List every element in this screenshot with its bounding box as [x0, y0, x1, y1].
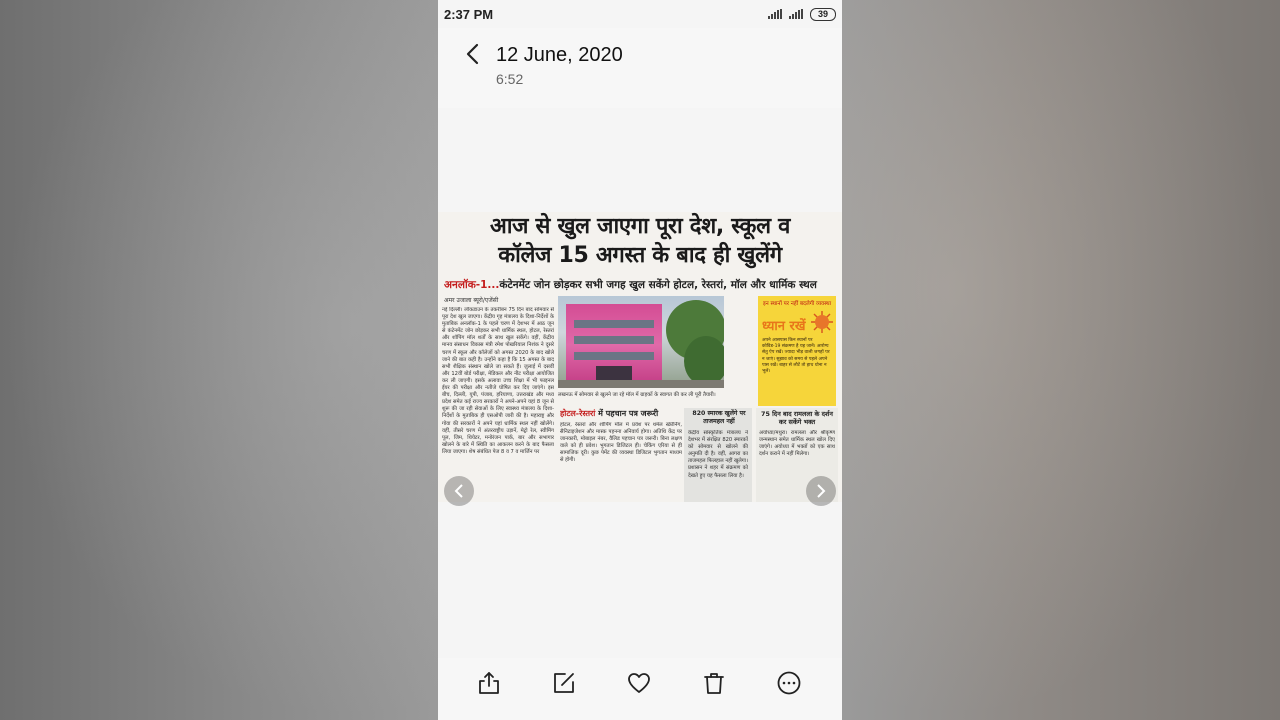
chevron-right-icon [806, 476, 836, 506]
virus-icon [810, 310, 834, 334]
signal-icon [768, 9, 784, 19]
article-column-2: होटल, रेस्तरां और शॉपिंग मॉल में प्रवेश पर थर्मल स्क्रीनिंग, सैनिटाइजेशन और मास्क पहनना अनिवार्य होगा। अतिथि केंद्र पर जानकारी, मोबाइल नंबर, वैलिड पहचान पत्र जरूरी। बिना लक्षण वाले को ही प्रवेश। भुगतान डिजिटल ही। चेकिंग एरिया से ही सामाजिक दूरी। कुछ पेमेंट की व्यवस्था डिजिटल भुगतान माध्यम से होगी। [560, 422, 682, 464]
more-button[interactable] [776, 670, 802, 696]
notice-box-text: अपने आसपास किन स्थानों पर कोविड-19 संक्रमण है यह जानें। आरोग्य सेतु ऐप रखें। ज्यादा भीड़ वाली जगहों पर न जाएं। सुझाव को समय से पहले अपने पास रखें। बाहर से लौटें तो हाथ धोना न भूलें। [762, 338, 830, 375]
heart-icon [626, 670, 652, 696]
back-button[interactable] [462, 42, 484, 66]
temple-heading: 75 दिन बाद रामलला के दर्शन कर सकेंगे भक्त [761, 410, 833, 426]
subline-text: कंटेनमेंट जोन छोड़कर सभी जगह खुल सकेंगे होटल, रेस्तरां, मॉल और धार्मिक स्थल [499, 279, 817, 291]
detail-header [438, 28, 842, 109]
byline: अमर उजाला ब्यूरो/एजेंसी [444, 297, 499, 304]
subline-red: अनलॉक-1... [444, 279, 500, 291]
notice-box-top: इन स्थानों पर नहीं बदलेगी व्यवस्था [762, 301, 832, 307]
notice-box [758, 296, 836, 406]
headline-line-1: आज से खुल जाएगा पूरा देश, स्कूल व [489, 214, 791, 239]
edit-button[interactable] [551, 670, 577, 696]
chevron-left-icon [462, 42, 484, 66]
blurred-background-left [0, 0, 438, 720]
phone-screen [438, 0, 842, 720]
article-column-1: नई दिल्ली। लॉकडाउन के तकरीबन 75 दिन बाद सोमवार से पूरा देश खुल जाएगा। केंद्रीय गृह मंत्रालय के दिशा-निर्देशों के मुताबिक अनलॉक-1 के पहले चरण में देशभर में आठ जून से कंटेनमेंट जोन छोड़कर सभी धार्मिक स्थल, होटल, रेस्तरां और शॉपिंग मॉल शर्तों के साथ खुल सकेंगे। वहीं, केंद्रीय मानव संसाधन विकास मंत्री रमेश पोखरियाल निशंक ने दूसरे चरण में स्कूल और कॉलेजों को अगस्त 2020 के बाद खोले जाने की बात कही है। उन्होंने कहा है कि 15 अगस्त के बाद सभी शैक्षिक संस्थान खोले जा सकते हैं। जुलाई में दसवीं और 12वीं बोर्ड परीक्षा, मेडिकल और नीट परीक्षा आयोजित कर ली जाएगी। इसके अलावा उच्च शिक्षा में भी फाइनल ईयर की परीक्षा और नतीजे घोषित कर दिए जाएंगे। इस बीच, दिल्ली, यूपी, पंजाब, हरियाणा, उत्तराखंड और मध्य प्रदेश समेत कई राज्य सरकारों ने अपने-अपने यहां 8 जून से शुरू की जा रही सेवाओं के लिए स्वास्थ्य मंत्रालय के दिशा-निर्देशों के मुताबिक ही एसओपी जारी की है। महाराष्ट्र और गोवा की सरकारों ने अपने यहां धार्मिक स्थल नहीं खोलेंगे। वहीं, तीसरे चरण में अंतरराष्ट्रीय उड़ानें, मेट्रो रेल, स्वीमिंग पूल, जिम, थियेटर, मनोरंजन पार्क, बार और सभागार खोलने के बारे में स्थिति का आकलन करने के बाद फैसला लिया जाएगा। शेष संबंधित पेज 8 व 7 व मार्जिन पर [442, 307, 554, 455]
monument-heading: 820 स्मारक खुलेंगे पर ताजमहल नहीं [692, 410, 746, 425]
hotel-heading-rest: में पहचान पत्र जरूरी [595, 409, 659, 418]
monument-box [684, 408, 752, 502]
delete-button[interactable] [701, 670, 727, 696]
signal-icon-2 [789, 9, 805, 19]
clipping-subheadline [444, 278, 838, 292]
hotel-section-heading [560, 408, 690, 419]
mall-photo [558, 296, 724, 388]
building-shape [566, 304, 662, 386]
edit-icon [551, 670, 577, 696]
blurred-background-right [842, 0, 1280, 720]
article-column-4: अयोध्या/मथुरा। रामलला और श्रीकृष्ण जन्मस्थान समेत धार्मिक स्थल खोल दिए जाएंगे। अयोध्या में भक्तों को एक साथ दर्शन कराने में नहीं मिलेगा। [759, 430, 835, 458]
status-bar [438, 0, 842, 28]
chevron-left-icon [444, 476, 474, 506]
photo-date-title: 12 June, 2020 [496, 44, 623, 66]
notice-box-title: ध्यान रखें [762, 319, 806, 334]
hotel-heading-red: होटल-रेस्तरां [560, 409, 596, 418]
previous-image-button[interactable] [444, 476, 474, 506]
article-column-3: केंद्रीय सांस्कृतिक मंत्रालय ने देशभर में संरक्षित 820 स्मारकों को सोमवार से खोलने की अनुमति दी है। वहीं, आगरा का ताजमहल फिलहाल नहीं खुलेगा। प्रशासन ने शहर में संक्रमण को देखते हुए यह फैसला लिया है। [688, 430, 748, 479]
favorite-button[interactable] [626, 670, 652, 696]
share-button[interactable] [476, 670, 502, 696]
more-icon [776, 670, 802, 696]
headline-line-2: कॉलेज 15 अगस्त के बाद ही खुलेंगे [498, 243, 782, 268]
status-time: 2:37 PM [444, 7, 494, 22]
share-icon [476, 670, 502, 696]
clipping-headline [438, 212, 842, 270]
photo-time: 6:52 [496, 71, 524, 87]
newspaper-clipping[interactable] [438, 212, 842, 502]
trash-icon [701, 670, 727, 696]
bottom-toolbar [438, 658, 842, 720]
image-viewer[interactable] [438, 108, 842, 658]
photo-caption: लखनऊ में सोमवार से खुलने जा रहे मॉल में ग्राहकों के स्वागत की कर ली पूरी तैयारी। [558, 392, 716, 398]
next-image-button[interactable] [806, 476, 836, 506]
battery-icon: 39 [810, 8, 836, 21]
